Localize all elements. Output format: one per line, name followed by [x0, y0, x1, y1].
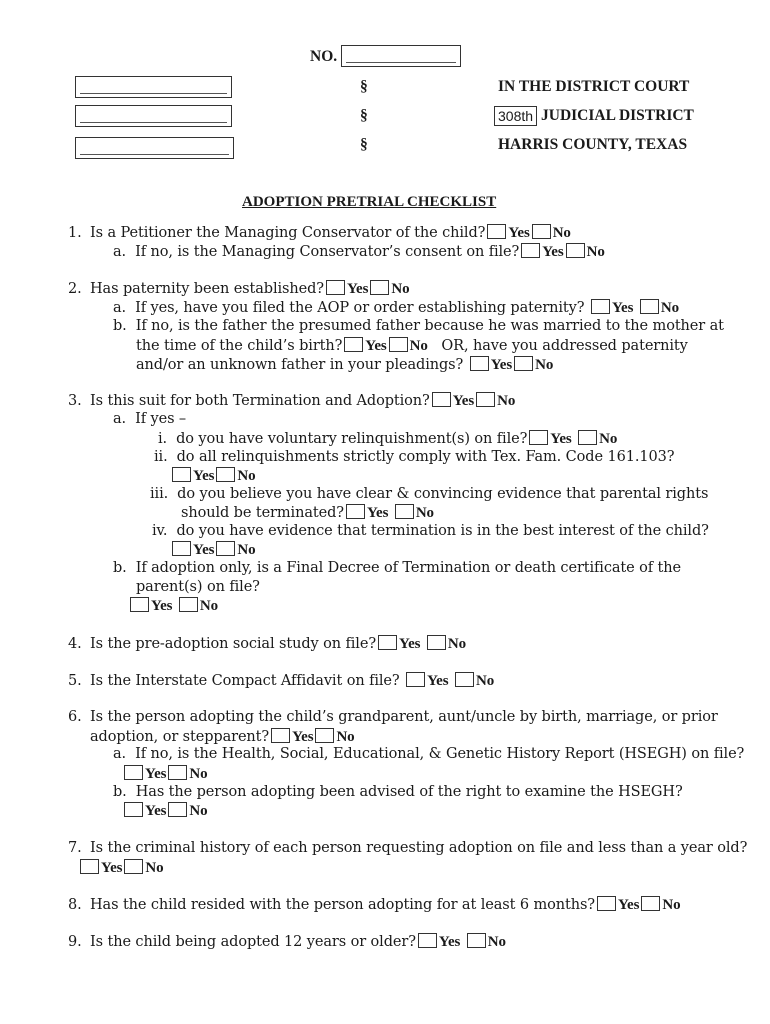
q1a-yes-checkbox[interactable] — [521, 243, 540, 258]
section-symbol-1: § — [360, 78, 368, 95]
q6-no-checkbox[interactable] — [315, 728, 334, 743]
q2-b-line3: and/or an unknown father in your pleadings? Yes No — [136, 357, 554, 373]
q7-answers: Yes No — [78, 859, 164, 877]
q6b-no-checkbox[interactable] — [168, 802, 187, 817]
q3-b-line2: parent(s) on file? — [136, 579, 260, 595]
q1a-no-checkbox[interactable] — [566, 243, 585, 258]
q6-b-answers: Yes No — [122, 802, 208, 820]
q1-a: a. If no, is the Managing Conservator’s consent on file? Yes No — [113, 244, 605, 260]
q1-no-checkbox[interactable] — [532, 224, 551, 239]
court-line-1: IN THE DISTRICT COURT — [498, 78, 690, 95]
q3b-no-checkbox[interactable] — [179, 597, 198, 612]
q3aii-no-checkbox[interactable] — [216, 467, 235, 482]
q8: 8. Has the child resided with the person adopting for at least 6 months? Yes No — [68, 897, 681, 913]
q3-yes-checkbox[interactable] — [432, 392, 451, 407]
q6-a: a. If no, is the Health, Social, Educational, & Genetic History Report (HSEGH) on file? — [113, 746, 745, 762]
q4-no-checkbox[interactable] — [427, 635, 446, 650]
q6a-no-checkbox[interactable] — [168, 765, 187, 780]
q3aiv-yes-checkbox[interactable] — [172, 541, 191, 556]
q7-yes-checkbox[interactable] — [80, 859, 99, 874]
q3aii-yes-checkbox[interactable] — [172, 467, 191, 482]
q2-a: a. If yes, have you filed the AOP or order establishing paternity? Yes No — [113, 300, 679, 316]
q2: 2. Has paternity been established? Yes No — [68, 281, 410, 297]
q3-a-iv-answers: Yes No — [170, 541, 256, 559]
q2-no-checkbox[interactable] — [370, 280, 389, 295]
q7: 7. Is the criminal history of each person requesting adoption on file and less than a year old? — [68, 840, 748, 856]
q5-yes-checkbox[interactable] — [406, 672, 425, 687]
q3-a: a. If yes – — [113, 411, 187, 427]
q1: 1. Is a Petitioner the Managing Conservator of the child? Yes No — [68, 225, 571, 241]
q3ai-yes-checkbox[interactable] — [529, 430, 548, 445]
q6-b: b. Has the person adopting been advised of the right to examine the HSEGH? — [113, 784, 683, 800]
case-number-label: NO. — [310, 48, 338, 65]
court-line-3: HARRIS COUNTY, TEXAS — [498, 136, 688, 153]
q3-no-checkbox[interactable] — [476, 392, 495, 407]
q9: 9. Is the child being adopted 12 years or older? Yes No — [68, 934, 506, 950]
q2b-yes-checkbox[interactable] — [344, 337, 363, 352]
q2-b-line2: the time of the child’s birth? Yes No OR, have you addressed paternity — [136, 338, 688, 354]
q4: 4. Is the pre-adoption social study on file? Yes No — [68, 636, 467, 652]
q6a-yes-checkbox[interactable] — [124, 765, 143, 780]
q2a-yes-checkbox[interactable] — [591, 299, 610, 314]
q9-no-checkbox[interactable] — [467, 933, 486, 948]
party-field-3[interactable] — [75, 137, 234, 159]
q3ai-no-checkbox[interactable] — [578, 430, 597, 445]
q1-yes-checkbox[interactable] — [487, 224, 506, 239]
q8-yes-checkbox[interactable] — [597, 896, 616, 911]
case-number-field[interactable] — [341, 45, 461, 67]
section-symbol-3: § — [360, 136, 368, 153]
q2b-pleadings-no-checkbox[interactable] — [514, 356, 533, 371]
q2b-no-checkbox[interactable] — [389, 337, 408, 352]
q3aiii-yes-checkbox[interactable] — [346, 504, 365, 519]
q6-a-answers: Yes No — [122, 765, 208, 783]
q3-b: b. If adoption only, is a Final Decree of Termination or death certificate of the — [113, 560, 681, 576]
party-field-2[interactable] — [75, 105, 232, 127]
q5-no-checkbox[interactable] — [455, 672, 474, 687]
q6-yes-checkbox[interactable] — [271, 728, 290, 743]
q3-a-ii-answers: Yes No — [170, 467, 256, 485]
q2-b: b. If no, is the father the presumed father because he was married to the mother at — [113, 318, 724, 334]
q3-a-i: i. do you have voluntary relinquishment(s) on file? Yes No — [158, 431, 618, 447]
party-field-1[interactable] — [75, 76, 232, 98]
q3-a-iii: iii. do you believe you have clear & convincing evidence that parental rights — [150, 486, 709, 502]
q3b-yes-checkbox[interactable] — [130, 597, 149, 612]
q3-a-ii: ii. do all relinquishments strictly comply with Tex. Fam. Code 161.103? — [154, 449, 675, 465]
q6: 6. Is the person adopting the child’s grandparent, aunt/uncle by birth, marriage, or prior — [68, 709, 718, 725]
q6-line2: adoption, or stepparent? Yes No — [90, 729, 355, 745]
section-symbol-2: § — [360, 107, 368, 124]
q3-b-answers: Yes No — [128, 597, 218, 615]
q9-yes-checkbox[interactable] — [418, 933, 437, 948]
q6b-yes-checkbox[interactable] — [124, 802, 143, 817]
q5: 5. Is the Interstate Compact Affidavit on file? Yes No — [68, 673, 495, 689]
q7-no-checkbox[interactable] — [124, 859, 143, 874]
q3-a-iii-line2: should be terminated? Yes No — [181, 505, 434, 521]
q2-yes-checkbox[interactable] — [326, 280, 345, 295]
page-title: ADOPTION PRETRIAL CHECKLIST — [242, 194, 497, 210]
q3aiii-no-checkbox[interactable] — [395, 504, 414, 519]
q4-yes-checkbox[interactable] — [378, 635, 397, 650]
q2b-pleadings-yes-checkbox[interactable] — [470, 356, 489, 371]
q3: 3. Is this suit for both Termination and Adoption? Yes No — [68, 393, 516, 409]
q2a-no-checkbox[interactable] — [640, 299, 659, 314]
q8-no-checkbox[interactable] — [641, 896, 660, 911]
q3aiv-no-checkbox[interactable] — [216, 541, 235, 556]
q3-a-iv: iv. do you have evidence that termination is in the best interest of the child? — [152, 523, 709, 539]
district-number-field[interactable]: 308th — [494, 106, 537, 126]
court-line-2: JUDICIAL DISTRICT — [541, 107, 694, 124]
